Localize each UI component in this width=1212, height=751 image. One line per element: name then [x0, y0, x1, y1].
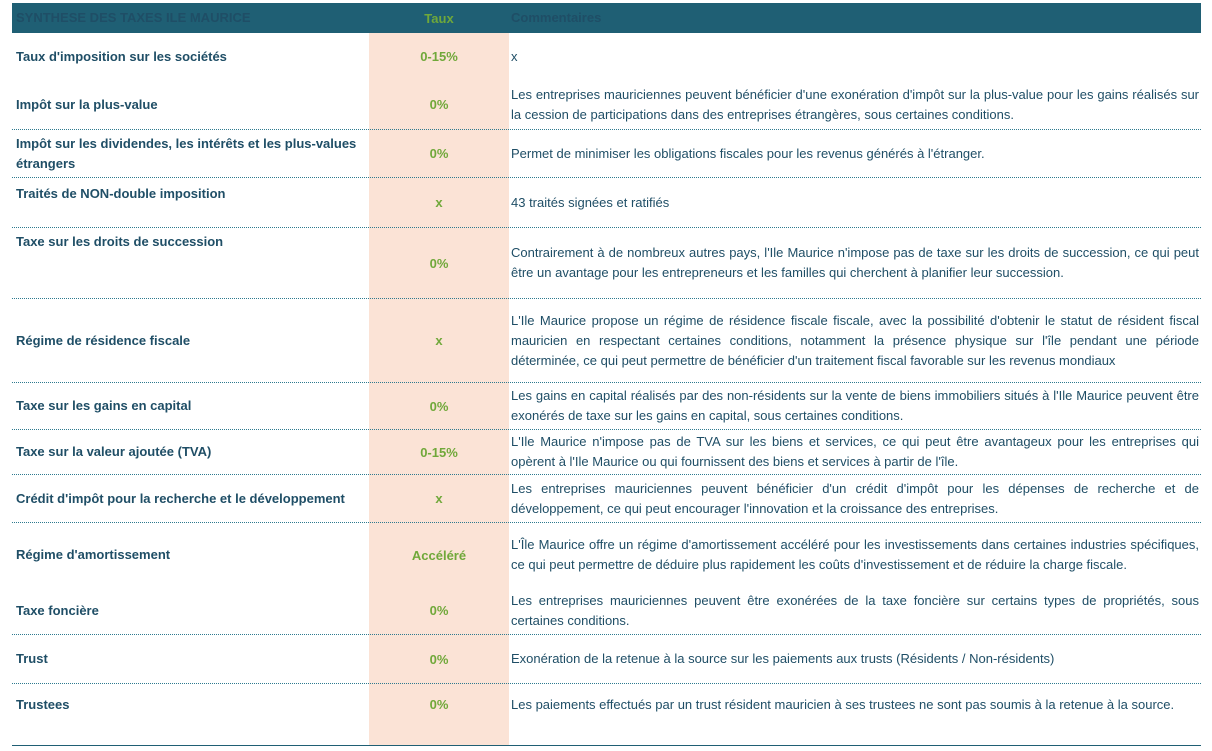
table-row — [12, 430, 1201, 475]
header-commentaires: Commentaires — [511, 10, 602, 25]
table-row — [12, 683, 1201, 725]
table-row — [12, 80, 1201, 130]
tax-label: Crédit d'impôt pour la recherche et le développement — [16, 490, 345, 506]
table-row — [12, 635, 1201, 683]
tax-comment: Les paiements effectués par un trust résident mauricien à ses trustees ne sont pas soumis à la retenue à la source. — [511, 696, 1175, 712]
tax-rate: 0-15% — [420, 49, 458, 64]
tax-label: Impôt sur les dividendes, les intérêts et les plus-values étrangers — [16, 135, 357, 171]
tax-comment: Les entreprises mauriciennes peuvent bénéficier d'une exonération d'impôt sur la plus-value pour les gains réalisés sur la cession de participations dans des entreprises étrangères, sous certaines conditions. — [511, 86, 1199, 122]
tax-rate: 0% — [429, 398, 449, 414]
table-row — [12, 299, 1201, 383]
tax-label: Trust — [16, 651, 48, 666]
tax-label: Traités de NON-double imposition — [16, 186, 226, 201]
table-header — [12, 3, 1201, 33]
table-row — [12, 475, 1201, 523]
tax-rate: 0% — [429, 697, 449, 712]
table-row — [12, 178, 1201, 228]
tax-label: Taux d'imposition sur les sociétés — [16, 48, 227, 64]
tax-rate: x — [435, 333, 443, 348]
tax-rate: 0-15% — [420, 444, 458, 460]
table-row — [12, 228, 1201, 299]
header-taux: Taux — [424, 10, 454, 26]
tax-comment: L'Ile Maurice propose un régime de résidence fiscale fiscale, avec la possibilité d'obtenir le statut de résident fiscal mauricien en respectant certaines conditions, notamment la présence physique sur l'île pendant une période déterminée, ce qui peut permettre de bénéficier d'un traitement fiscal favorable sur les revenus mondiaux — [511, 312, 1199, 368]
tax-comment: Les gains en capital réalisés par des non-résidents sur la vente de biens immobiliers situés à l'Ile Maurice peuvent être exonérés de taxe sur les gains en capital, sous certaines conditions. — [511, 388, 1199, 423]
tax-rate: 0% — [429, 255, 449, 271]
tax-comment: Les entreprises mauriciennes peuvent être exonérées de la taxe foncière sur certains types de propriétés, sous certaines conditions. — [511, 592, 1199, 628]
table-row — [12, 587, 1201, 635]
tax-rate: Accéléré — [411, 547, 467, 563]
tax-label: Taxe foncière — [16, 602, 99, 618]
tax-comment: Les entreprises mauriciennes peuvent bénéficier d'un crédit d'impôt pour les dépenses de recherche et de développement, ce qui peut encourager l'innovation et la croissance des entreprises. — [511, 480, 1199, 516]
tax-rate: x — [435, 491, 443, 506]
tax-rate: 0% — [429, 603, 449, 618]
table-row — [12, 523, 1201, 587]
tax-label: Trustees — [16, 696, 70, 712]
table-row — [12, 130, 1201, 178]
table-row — [12, 33, 1201, 80]
table-row — [12, 383, 1201, 430]
tax-comment: L'Ile Maurice n'impose pas de TVA sur les biens et services, ce qui peut être avantageux pour les entreprises qui opèrent à l'Ile Maurice ou qui fournissent des biens et services à partir de l'île. — [511, 434, 1199, 469]
tax-label: Régime d'amortissement — [16, 547, 171, 562]
tax-comment: Permet de minimiser les obligations fiscales pour les revenus générés à l'étranger. — [511, 145, 985, 161]
tax-comment: 43 traités signées et ratifiés — [511, 194, 670, 210]
header-title: SYNTHESE DES TAXES ILE MAURICE — [16, 10, 251, 25]
tax-label: Impôt sur la plus-value — [16, 96, 158, 112]
tax-summary-table — [12, 3, 1201, 725]
tax-rate: 0% — [429, 146, 449, 161]
tax-label: Taxe sur la valeur ajoutée (TVA) — [16, 444, 212, 459]
tax-rate: 0% — [429, 97, 449, 112]
tax-rate: x — [435, 195, 443, 210]
tax-comment: Exonération de la retenue à la source sur les paiements aux trusts (Résidents / Non-résidents) — [511, 651, 1055, 666]
tax-rate: 0% — [429, 651, 449, 667]
tax-label: Régime de résidence fiscale — [16, 332, 191, 348]
tax-comment: Contrairement à de nombreux autres pays, l'Ile Maurice n'impose pas de taxe sur les droits de succession, ce qui peut être un avantage pour les entrepreneurs et les familles qui cherchent à planifier leur succession. — [511, 245, 1199, 280]
tax-label: Taxe sur les droits de succession — [16, 234, 224, 249]
tax-comment: L'Île Maurice offre un régime d'amortissement accéléré pour les investissements dans certaines industries spécifiques, ce qui peut permettre de déduire plus rapidement les coûts d'investissement et de réduire la charge fiscale. — [511, 537, 1199, 572]
table-bottom-border — [12, 745, 1201, 746]
tax-label: Taxe sur les gains en capital — [16, 398, 192, 413]
tax-comment: x — [511, 48, 518, 64]
